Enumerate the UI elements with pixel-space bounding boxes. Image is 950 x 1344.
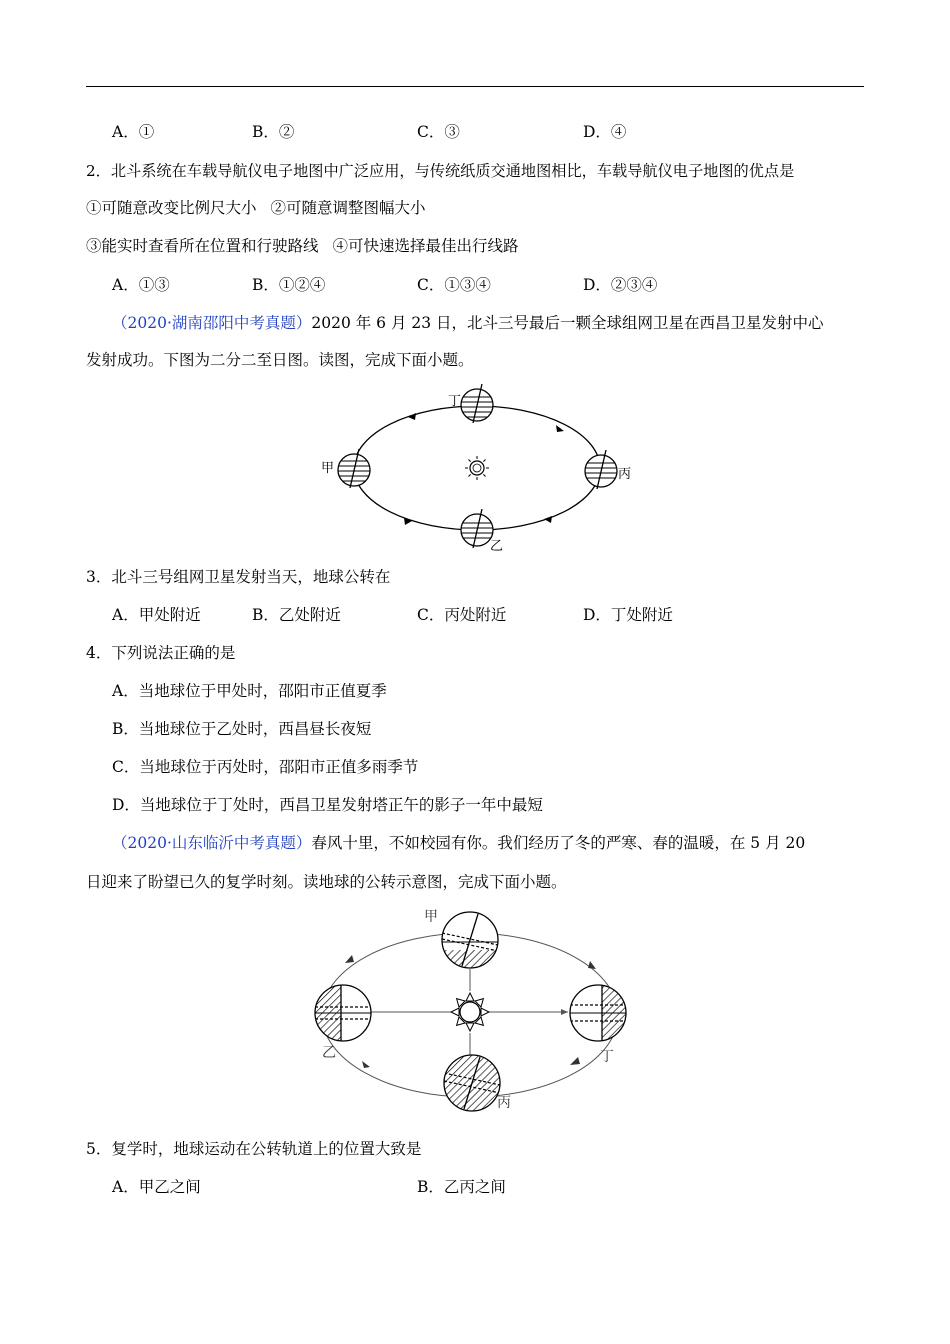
q2-item-2: ②可随意调整图幅大小 <box>270 199 426 217</box>
q1-option-d[interactable]: D．④ <box>583 123 627 141</box>
q2-item-1: ①可随意改变比例尺大小 <box>86 199 257 217</box>
passage1-text2: 发射成功。下图为二分二至日图。读图，完成下面小题。 <box>86 351 474 369</box>
q3-option-d[interactable]: D．丁处附近 <box>583 606 673 624</box>
passage2-source: （2020·山东临沂中考真题） <box>112 834 312 852</box>
header-rule <box>86 86 864 87</box>
q1-option-a[interactable]: A．① <box>112 123 155 141</box>
figure2-label-ding: 丁 <box>600 1049 614 1065</box>
q5-option-b[interactable]: B．乙丙之间 <box>417 1178 506 1196</box>
figure1-earth-bing <box>585 450 617 489</box>
figure1-label-jia: 甲 <box>321 461 335 476</box>
figure1-orbit-diagram <box>300 375 650 555</box>
q4-option-d[interactable]: D．当地球位于丁处时，西昌卫星发射塔正午的影子一年中最短 <box>112 796 543 814</box>
figure2-earth-yi <box>315 985 371 1041</box>
q2-option-d[interactable]: D．②③④ <box>583 276 658 294</box>
q1-option-b[interactable]: B．② <box>252 123 295 141</box>
passage1-line1 <box>112 313 824 333</box>
figure2-sun-icon <box>451 993 489 1031</box>
q3-option-c[interactable]: C．丙处附近 <box>417 606 507 624</box>
figure2-orbit-diagram <box>300 905 650 1120</box>
q2-items-row1 <box>86 198 426 218</box>
q3-option-a[interactable]: A．甲处附近 <box>112 606 201 624</box>
figure2-earth-bing <box>444 1055 500 1111</box>
q4-stem: 4．下列说法正确的是 <box>86 644 236 662</box>
passage1-text1: 2020 年 6 月 23 日，北斗三号最后一颗全球组网卫星在西昌卫星发射中心 <box>311 314 824 332</box>
figure2-earth-jia <box>442 912 498 970</box>
q4-option-c[interactable]: C．当地球位于丙处时，邵阳市正值多雨季节 <box>112 758 419 776</box>
figure1-label-ding: 丁 <box>448 394 462 409</box>
figure1-label-yi: 乙 <box>490 539 504 554</box>
figure1-earth-ding <box>461 384 493 423</box>
q2-option-a[interactable]: A．①③ <box>112 276 170 294</box>
figure1-label-bing: 丙 <box>618 467 632 482</box>
q4-option-a[interactable]: A．当地球位于甲处时，邵阳市正值夏季 <box>112 682 387 700</box>
passage1-source: （2020·湖南邵阳中考真题） <box>112 314 312 332</box>
passage2-text1: 春风十里，不如校园有你。我们经历了冬的严寒、春的温暖，在 5 月 20 <box>311 834 806 852</box>
q2-stem: 2．北斗系统在车载导航仪电子地图中广泛应用，与传统纸质交通地图相比，车载导航仪电子地图的优点是 <box>86 162 795 180</box>
q2-item-3: ③能实时查看所在位置和行驶路线 <box>86 237 319 255</box>
passage2-line1 <box>112 833 805 853</box>
q2-items-row2 <box>86 236 519 256</box>
figure2-label-yi: 乙 <box>322 1045 336 1061</box>
figure2-label-bing: 丙 <box>497 1095 511 1111</box>
q2-option-c[interactable]: C．①③④ <box>417 276 491 294</box>
figure1-orbit <box>354 406 600 530</box>
q4-option-b[interactable]: B．当地球位于乙处时，西昌昼长夜短 <box>112 720 372 738</box>
figure1-sun-icon <box>465 456 489 480</box>
q2-item-4: ④可快速选择最佳出行线路 <box>332 237 519 255</box>
passage2-text2: 日迎来了盼望已久的复学时刻。读地球的公转示意图，完成下面小题。 <box>86 873 567 891</box>
q3-option-b[interactable]: B．乙处附近 <box>252 606 341 624</box>
q3-stem: 3．北斗三号组网卫星发射当天，地球公转在 <box>86 568 391 586</box>
q2-option-b[interactable]: B．①②④ <box>252 276 326 294</box>
q5-option-a[interactable]: A．甲乙之间 <box>112 1178 201 1196</box>
figure2-label-jia: 甲 <box>424 909 438 925</box>
figure1-earth-yi <box>461 509 493 548</box>
figure1-earth-jia <box>338 449 370 488</box>
figure2-earth-ding <box>570 985 626 1041</box>
q5-stem: 5．复学时，地球运动在公转轨道上的位置大致是 <box>86 1140 422 1158</box>
q1-option-c[interactable]: C．③ <box>417 123 460 141</box>
